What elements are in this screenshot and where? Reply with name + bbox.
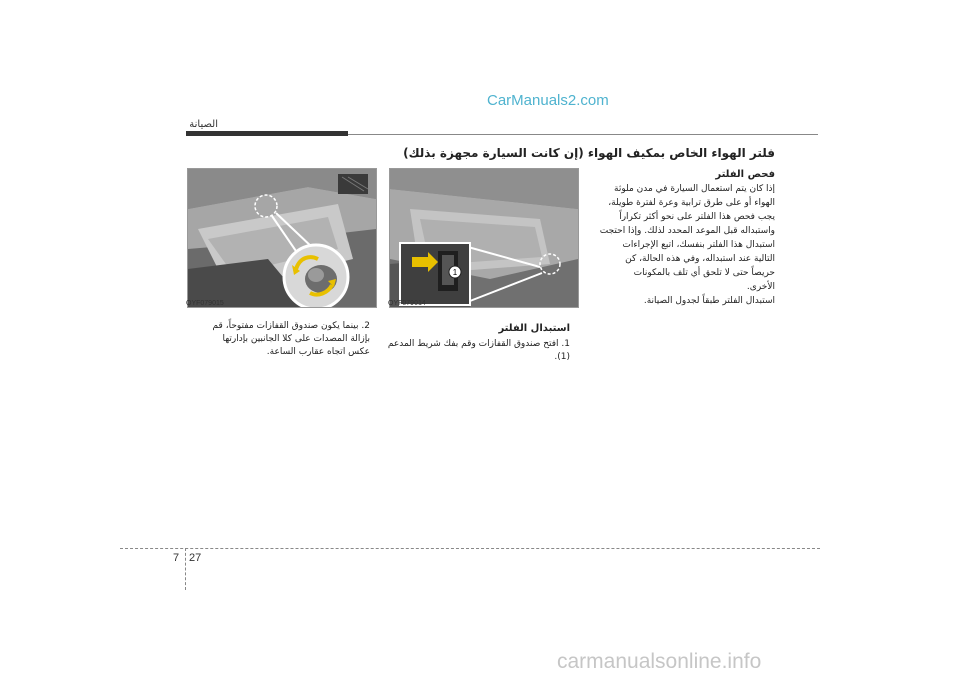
photo-illustration-right [390,169,578,307]
callout-number: 1 [452,268,458,277]
filter-replacement-section [385,322,570,364]
inspection-section [597,168,775,308]
chapter-number: 7 [173,552,180,564]
step2-line: 2. بينما يكون صندوق القفازات مفتوحاً، قم [212,321,370,331]
inspection-line: حريصاً حتى لا تلحق أي تلف بالمكونات [633,268,775,278]
inspection-line: واستبداله قبل الموعد المحدد لذلك. وإذا احتجت [599,226,775,236]
photo-code-left: OYF079015 [186,300,224,307]
inspection-line: الهواء أو على طرق ترابية وعرة لفترة طويلة، [608,198,775,208]
header-bar [186,131,348,136]
header-rule [348,134,818,135]
inspection-line: استبدال الفلتر طبقاً لجدول الصيانة. [643,296,775,306]
inspection-line: إذا كان يتم استعمال السيارة في مدن ملوثة [614,184,775,194]
inspection-line: استبدال هذا الفلتر بنفسك، اتبع الإجراءات [622,240,775,250]
photo-glovebox-stopper [187,168,377,308]
step2-block [185,320,370,359]
page-title: فلتر الهواء الخاص بمكيف الهواء (إن كانت السيارة مجهزة بذلك) [403,146,775,160]
photo-illustration-left [188,169,376,307]
watermark-top: CarManuals2.com [487,92,609,109]
filter-replacement-heading: استبدال الفلتر [498,323,570,334]
step1-line: 1. افتح صندوق القفازات وقم بفك شريط المدعم [387,339,570,349]
photo-code-right: OYF079014 [388,300,426,307]
page-number: 27 [189,552,202,564]
inspection-line: التالية عند استبداله، وفي هذه الحالة، كن [625,254,775,264]
section-label: الصيانة [189,119,218,130]
step1-line: (1). [554,352,570,362]
step2-line: عكس اتجاه عقارب الساعة. [266,347,370,357]
watermark-bottom: carmanualsonline.info [557,650,762,673]
footer-vertical-divider [185,548,186,590]
step2-line: بإزالة المصدات على كلا الجانبين بإدارتها [222,334,370,344]
inspection-line: يجب فحص هذا الفلتر على نحو أكثر تكراراً [619,212,775,222]
footer-divider [120,548,820,549]
photo-glovebox-open [389,168,579,308]
inspection-line: الأخرى. [746,282,775,292]
inspection-heading: فحص الفلتر [715,169,775,180]
